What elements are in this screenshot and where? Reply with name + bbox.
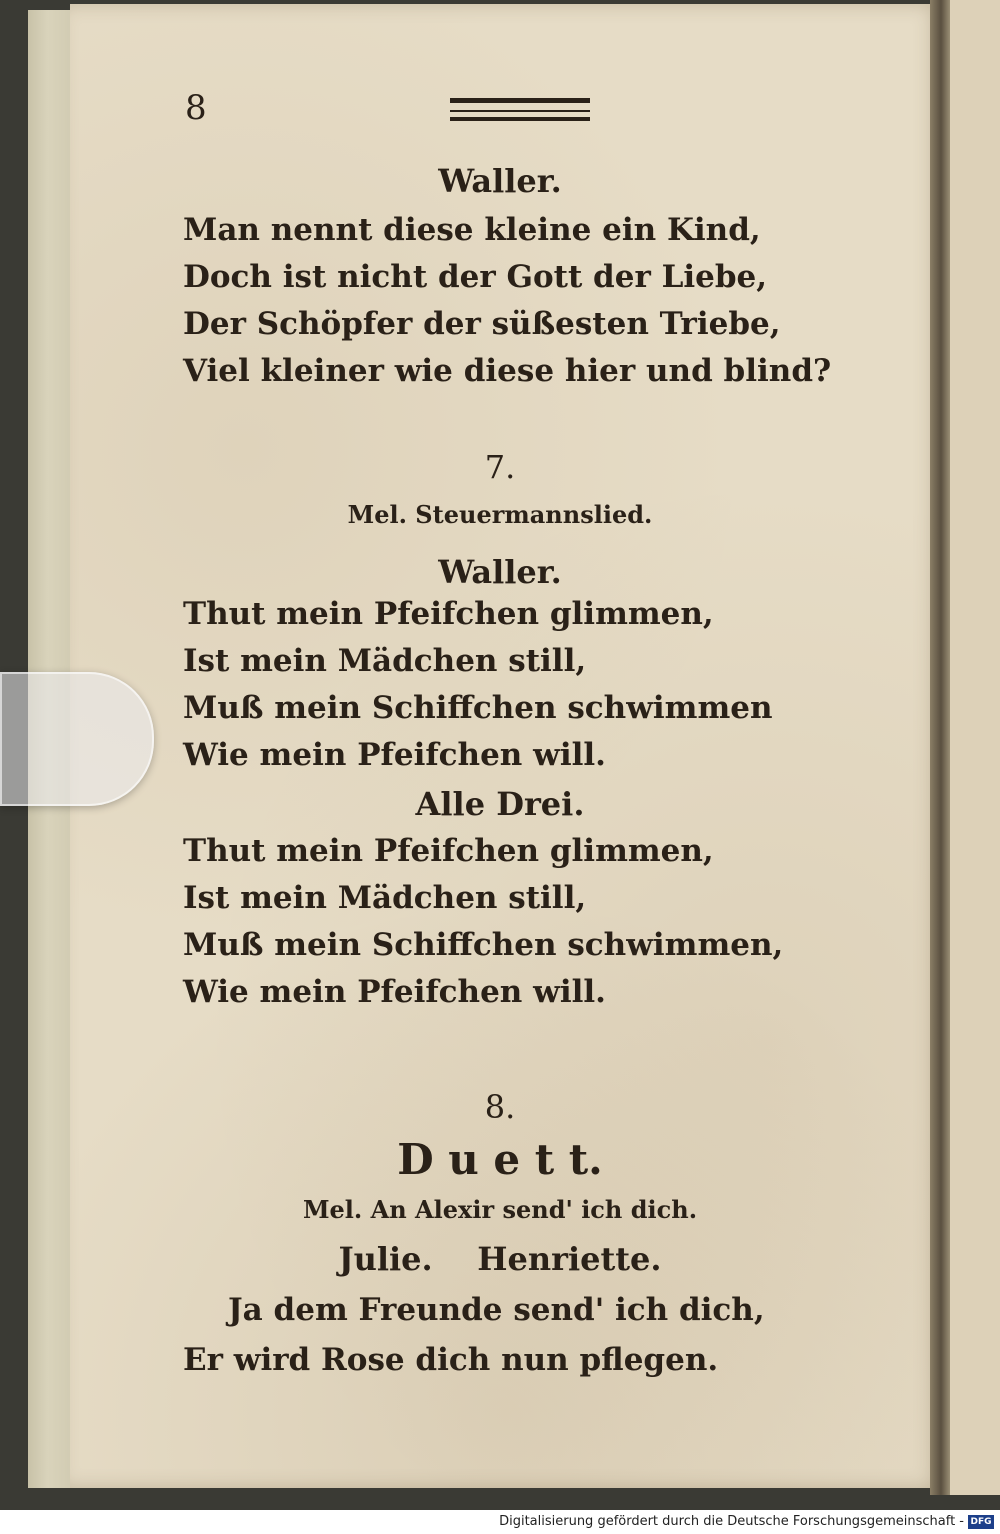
verse-line: Viel kleiner wie diese hier und blind? (183, 353, 832, 389)
verse-line: Man nennt diese kleine ein Kind, (183, 212, 761, 248)
melody-line: Mel. An Alexir send' ich dich. (302, 1195, 698, 1224)
verse-line: Er wird Rose dich nun pflegen. (183, 1342, 719, 1378)
footer-bar (0, 1510, 1000, 1534)
verse-line: Muß mein Schiffchen schwimmen (183, 690, 773, 726)
dfg-logo: DFG (968, 1515, 994, 1529)
melody-line: Mel. Steuermannslied. (347, 500, 653, 529)
verse-line: Doch ist nicht der Gott der Liebe, (183, 259, 768, 295)
verse-line: Muß mein Schiffchen schwimmen, (183, 927, 784, 963)
verse-line: Wie mein Pfeifchen will. (183, 974, 606, 1010)
header-rule-thin (450, 110, 590, 112)
header-rule-thick (450, 98, 590, 103)
verse-line: Der Schöpfer der süßesten Triebe, (183, 306, 781, 342)
verse-line: Ja dem Freunde send' ich dich, (228, 1292, 765, 1328)
page-number: 8 (185, 88, 207, 128)
song-number: 7. (484, 448, 516, 486)
speaker-heading: Waller. (438, 553, 562, 591)
song-number: 8. (484, 1088, 516, 1126)
speaker-heading: Julie. Henriette. (338, 1240, 662, 1278)
verse-line: Thut mein Pfeifchen glimmen, (183, 833, 714, 869)
header-rule-bottom (450, 117, 590, 121)
funding-credit: Digitalisierung gefördert durch die Deutsche Forschungsgemeinschaft - (499, 1514, 964, 1529)
verse-line: Thut mein Pfeifchen glimmen, (183, 596, 714, 632)
verse-line: Ist mein Mädchen still, (183, 643, 587, 679)
song-title: D u e t t. (397, 1135, 603, 1184)
chorus-heading: Alle Drei. (415, 785, 585, 823)
verse-line: Ist mein Mädchen still, (183, 880, 587, 916)
speaker-heading: Waller. (438, 162, 562, 200)
verse-line: Wie mein Pfeifchen will. (183, 737, 606, 773)
